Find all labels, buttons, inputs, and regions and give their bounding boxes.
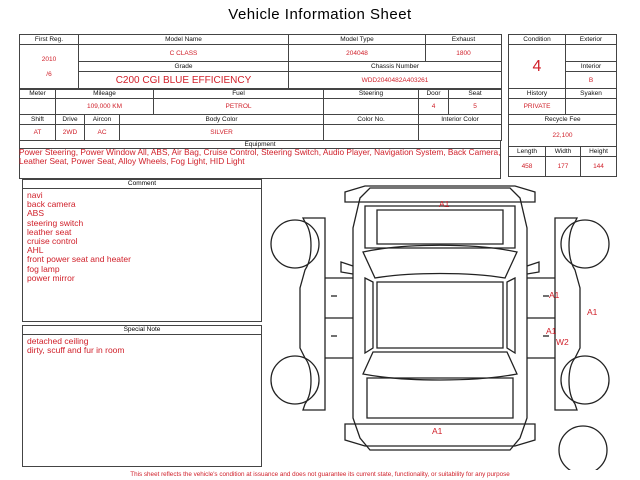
list-item: leather seat: [27, 226, 72, 237]
exhaust-value: 1800: [426, 45, 502, 62]
hood: [365, 206, 515, 248]
model-type-value: 204048: [289, 45, 426, 62]
meter-value: [20, 99, 56, 115]
recycle-label: Recycle Fee: [509, 115, 617, 125]
model-type-label: Model Type: [289, 35, 426, 45]
left-windows: [365, 278, 373, 353]
right-windows: [507, 278, 515, 353]
damage-mark-rear: A1: [432, 426, 443, 436]
first-reg-value: [20, 45, 79, 90]
car-diagram: [265, 178, 625, 470]
wheel-rear-right: [561, 356, 609, 404]
grade-value: C200 CGI BLUE EFFICIENCY: [79, 72, 289, 90]
wheel-front-left: [271, 220, 319, 268]
roof: [377, 282, 503, 348]
aircon-value: AC: [85, 125, 120, 141]
right-mirror: [527, 262, 539, 274]
damage-mark-front: A1: [439, 199, 450, 209]
windshield: [363, 245, 517, 278]
first-reg-year: 2010: [41, 56, 57, 63]
height-label: Height: [581, 147, 617, 157]
mileage-label: Mileage: [56, 89, 154, 99]
list-item: cruise control: [27, 236, 78, 247]
body-color-label: Body Color: [120, 115, 324, 125]
special-note-box: [22, 325, 262, 467]
steering-value: [324, 99, 419, 115]
first-reg-month: /6: [46, 71, 52, 78]
left-side-panel: [300, 218, 325, 410]
list-item: navi: [27, 190, 43, 200]
exhaust-label: Exhaust: [426, 35, 502, 45]
interior-color-value: [419, 125, 502, 141]
syaken-label: Syaken: [566, 89, 617, 99]
seat-label: Seat: [449, 89, 502, 99]
equipment-label: Equipment: [20, 141, 501, 149]
list-item: front power seat and heater: [27, 254, 131, 265]
list-item: back camera: [27, 199, 76, 210]
trunk: [367, 378, 513, 418]
wheel-rear-left: [271, 356, 319, 404]
model-name-label: Model Name: [79, 35, 289, 45]
body-outline: [353, 188, 527, 450]
syaken-value: [566, 99, 617, 115]
first-reg-label: First Reg.: [20, 35, 79, 45]
mileage-value: 109,000 KM: [56, 99, 154, 115]
header-table: [19, 34, 502, 90]
interior-value: B: [566, 72, 617, 89]
rear-window: [363, 352, 517, 380]
damage-mark-right-edge: A1: [587, 307, 598, 317]
history-label: History: [509, 89, 566, 99]
list-item: dirty, scuff and fur in room: [27, 345, 125, 356]
specs-table: [19, 88, 502, 141]
color-no-value: [324, 125, 419, 141]
list-item: ABS: [27, 208, 45, 219]
comment-label: Comment: [23, 180, 261, 189]
seat-value: 5: [449, 99, 502, 115]
special-note-label: Special Note: [23, 326, 261, 335]
color-no-label: Color No.: [324, 115, 419, 125]
aircon-label: Aircon: [85, 115, 120, 125]
length-value: 458: [509, 157, 546, 177]
equipment-text: Power Steering, Power Window All, ABS, Air Bag, Cruise Control, Steering Switch, Audio Player, Navigation System, Back Camera, Leather Seat, Power Seat, Alloy Wheels, Fog Light, HID Light: [19, 147, 501, 167]
interior-label: Interior: [566, 62, 617, 72]
meter-label: Meter: [20, 89, 56, 99]
history-value: PRIVATE: [509, 99, 566, 115]
condition-label: Condition: [509, 35, 566, 45]
height-value: 144: [581, 157, 617, 177]
comment-list: [23, 189, 261, 285]
right-side-panel: [555, 218, 580, 410]
door-label: Door: [419, 89, 449, 99]
wheel-front-right: [561, 220, 609, 268]
comment-box: [22, 179, 262, 322]
list-item: AHL: [27, 245, 44, 256]
door-value: 4: [419, 99, 449, 115]
width-value: 177: [546, 157, 581, 177]
steering-label: Steering: [324, 89, 419, 99]
list-item: detached ceiling: [27, 336, 89, 346]
left-mirror: [341, 262, 353, 274]
damage-mark-right-upper: A1: [549, 290, 560, 300]
condition-table: [508, 34, 617, 89]
list-item: steering switch: [27, 217, 84, 228]
interior-color-label: Interior Color: [419, 115, 502, 125]
shift-label: Shift: [20, 115, 56, 125]
list-item: power mirror: [27, 272, 75, 283]
list-item: fog lamp: [27, 263, 60, 274]
damage-mark-right-lower: A1: [546, 326, 557, 336]
drive-label: Drive: [56, 115, 85, 125]
drive-value: 2WD: [56, 125, 85, 141]
damage-mark-right-lower-w: W2: [556, 337, 569, 347]
width-label: Width: [546, 147, 581, 157]
dimensions-table: [508, 146, 617, 177]
recycle-value: 22,100: [509, 125, 617, 147]
model-name-value: C CLASS: [79, 45, 289, 62]
chassis-value: WDD2040482A403261: [289, 72, 502, 90]
fuel-value: PETROL: [154, 99, 324, 115]
shift-value: AT: [20, 125, 56, 141]
body-color-value: SILVER: [120, 125, 324, 141]
grade-label: Grade: [79, 62, 289, 72]
page-title: Vehicle Information Sheet: [228, 6, 412, 23]
condition-value: 4: [509, 45, 566, 89]
exterior-value: [566, 45, 617, 62]
spare-wheel: [559, 426, 607, 470]
history-table: [508, 88, 617, 147]
length-label: Length: [509, 147, 546, 157]
fuel-label: Fuel: [154, 89, 324, 99]
special-note-list: [23, 335, 261, 357]
disclaimer-footer: This sheet reflects the vehicle's condition at issuance and does not guarantee its current state, functionality, or suitability for any purpose: [130, 471, 510, 478]
exterior-label: Exterior: [566, 35, 617, 45]
chassis-label: Chassis Number: [289, 62, 502, 72]
